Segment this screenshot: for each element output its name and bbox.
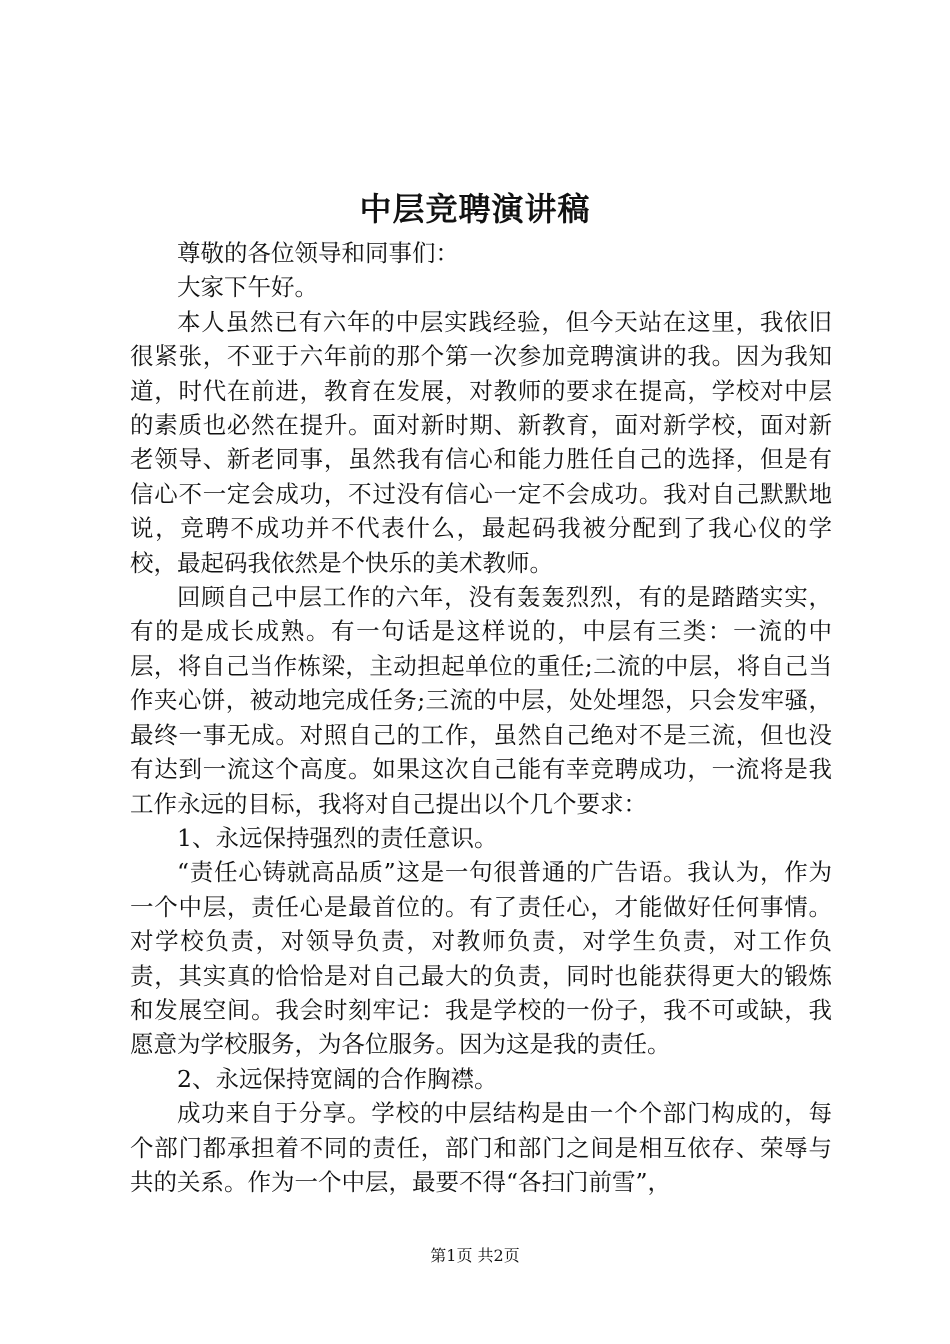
paragraph-greeting: 大家下午好。 (177, 273, 318, 302)
document-title: 中层竞聘演讲稿 (359, 190, 591, 228)
paragraph-salutation: 尊敬的各位领导和同事们： (177, 239, 459, 267)
section-heading: 1、永远保持强烈的责任意识。 (177, 823, 498, 852)
paragraph: 成功来自于分享。学校的中层结构是由一个个部门构成的，每个部门都承担着不同的责任，部门和部门之间是相互依存、荣辱与共的关系。作为一个中层，最要不得“各扫门前雪”， (130, 1099, 832, 1196)
paragraph: 回顾自己中层工作的六年，没有轰轰烈烈，有的是踏踏实实，有的是成长成熟。有一句话是这样说的，中层有三类：一流的中层，将自己当作栋梁，主动担起单位的重任;二流的中层，将自己当作夹心饼，被动地完成任务;三流的中层，处处埋怨，只会发牢骚，最终一事无成。对照自己的工作，虽然自己绝对不是三流，但也没有达到一流这个高度。如果这次自己能有幸竞聘成功，一流将是我工作永远的目标，我将对自己提出以个几个要求： (130, 583, 832, 818)
document-body (130, 236, 832, 1199)
section-heading: 2、永远保持宽阔的合作胸襟。 (177, 1064, 498, 1093)
page-footer: 第1页 共2页 (430, 1246, 520, 1265)
paragraph: 本人虽然已有六年的中层实践经验，但今天站在这里，我依旧很紧张，不亚于六年前的那个第一次参加竞聘演讲的我。因为我知道，时代在前进，教育在发展，对教师的要求在提高，学校对中层的素质也必然在提升。面对新时期、新教育，面对新学校，面对新老领导、新老同事，虽然我有信心和能力胜任自己的选择，但是有信心不一定会成功，不过没有信心一定不会成功。我对自己默默地说，竞聘不成功并不代表什么，最起码我被分配到了我心仪的学校，最起码我依然是个快乐的美术教师。 (130, 307, 832, 577)
paragraph: “责任心铸就高品质”这是一句很普通的广告语。我认为，作为一个中层，责任心是最首位的。有了责任心，才能做好任何事情。对学校负责，对领导负责，对教师负责，对学生负责，对工作负责，其实真的恰恰是对自己最大的负责，同时也能获得更大的锻炼和发展空间。我会时刻牢记：我是学校的一份子，我不可或缺，我愿意为学校服务，为各位服务。因为这是我的责任。 (130, 858, 832, 1059)
